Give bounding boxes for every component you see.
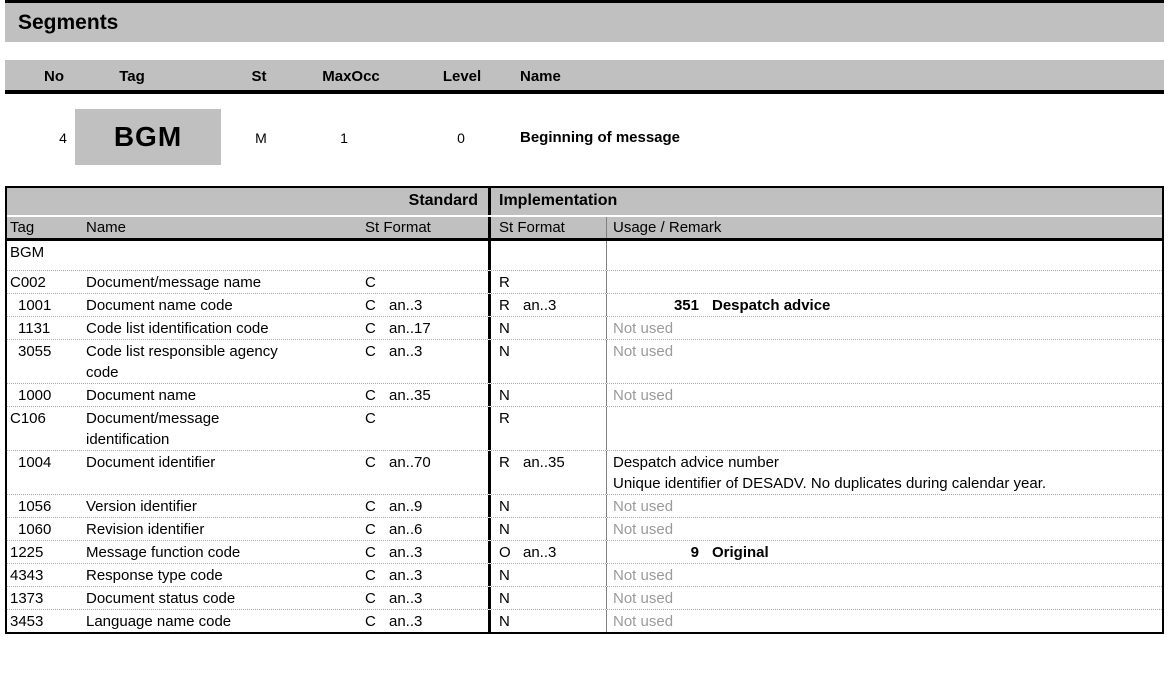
usage-not-used: Not used [613,343,674,360]
table-row [7,540,1162,563]
std-format: an..3 [389,343,423,360]
usage-not-used: Not used [613,498,674,515]
cell-impl-format [488,271,606,293]
table-row [7,339,1162,383]
std-status: C [365,498,376,515]
usage-not-used: Not used [613,387,674,404]
std-status: C [365,410,376,427]
segment-no: 4 [59,130,67,146]
cell-name [85,271,363,293]
cell-usage [606,271,1162,293]
cell-name [85,317,363,339]
segment-tag-box [75,109,221,165]
cell-name [85,451,363,494]
cell-usage [606,451,1162,494]
std-status: C [365,521,376,538]
cell-std-format [363,271,488,293]
cell-tag: BGM [10,244,45,261]
cell-tag: 1004 [18,454,52,471]
cell-usage [606,340,1162,383]
table-row [7,494,1162,517]
element-name: Response type code [86,567,223,584]
element-name: Document status code [86,590,236,607]
cell-std-format [363,518,488,540]
cell-usage [606,407,1162,450]
table-row [7,270,1162,293]
remark-line: Unique identifier of DESADV. No duplicates during calendar year. [613,475,1047,492]
impl-status: N [499,567,510,584]
segment-tag: BGM [113,121,183,152]
std-status: C [365,274,376,291]
element-name: Document name code [86,297,233,314]
bgm-segment-row [5,109,1164,165]
std-status: C [365,297,376,314]
usage-not-used: Not used [613,521,674,538]
page-title: Segments [18,10,119,34]
segment-level: 0 [457,130,465,146]
element-name: Document/message name [86,274,262,291]
table-row [7,241,1162,270]
col-label-tag: Tag [119,68,145,85]
col-label-st: St [251,68,267,85]
table-row [7,586,1162,609]
cell-impl-format [488,241,606,270]
impl-status: N [499,387,510,404]
std-format: an..17 [389,320,431,337]
impl-status: R [499,274,510,291]
cell-name [85,564,363,586]
impl-status: N [499,343,510,360]
cell-std-format [363,407,488,450]
cell-impl-format [488,384,606,406]
cell-tag: 4343 [10,567,44,584]
cell-impl-format [488,317,606,339]
std-format: an..3 [389,590,423,607]
std-status: C [365,613,376,630]
cell-std-format [363,564,488,586]
cell-tag: C106 [10,410,46,427]
usage-code: 351 [673,297,699,314]
cell-name [85,541,363,563]
impl-status: N [499,590,510,607]
table-row [7,563,1162,586]
cell-tag: C002 [10,274,46,291]
std-status: C [365,343,376,360]
cell-name [85,294,363,316]
cell-impl-format [488,541,606,563]
impl-status: R [499,297,510,314]
table-row [7,609,1162,632]
cell-usage [606,294,1162,316]
cell-usage [606,518,1162,540]
element-name: Code list responsible agency code [86,343,278,381]
group-header-row [7,188,1162,217]
cell-std-format [363,610,488,632]
group-header-implementation: Implementation [488,188,1162,215]
table-row [7,450,1162,494]
impl-status: R [499,410,510,427]
cell-std-format [363,294,488,316]
cell-impl-format [488,610,606,632]
cell-tag: 1131 [18,320,51,337]
remark-line: Despatch advice number [613,454,779,471]
cell-tag: 1373 [10,590,44,607]
element-name: Version identifier [86,498,197,515]
cell-tag: 1060 [18,521,52,538]
segments-header [5,0,1164,42]
impl-format: an..3 [523,297,557,314]
table-row [7,517,1162,540]
std-format: an..6 [389,521,423,538]
usage-not-used: Not used [613,590,674,607]
segment-name: Beginning of message [520,129,681,146]
segment-maxocc: 1 [340,130,348,146]
column-header-row [7,217,1162,241]
cell-std-format [363,587,488,609]
column-header-impl-format: St Format [488,217,606,238]
impl-status: N [499,613,510,630]
impl-status: N [499,521,510,538]
std-format: an..70 [389,454,431,471]
cell-tag: 3055 [18,343,52,360]
cell-impl-format [488,294,606,316]
cell-impl-format [488,518,606,540]
usage-code: 9 [690,544,699,561]
std-format: an..3 [389,297,423,314]
group-header-standard: Standard [408,192,478,209]
cell-std-format [363,340,488,383]
cell-impl-format [488,451,606,494]
cell-std-format [363,451,488,494]
usage-code-label: Despatch advice [712,297,831,314]
std-format: an..3 [389,613,423,630]
cell-name [85,495,363,517]
cell-impl-format [488,495,606,517]
std-status: C [365,590,376,607]
cell-usage [606,541,1162,563]
table-row [7,406,1162,450]
usage-code-label: Original [712,544,769,561]
std-status: C [365,454,376,471]
cell-tag: 1000 [18,387,52,404]
column-header-tag: Tag [10,219,35,236]
std-format: an..3 [389,567,423,584]
std-format: an..9 [389,498,423,515]
cell-impl-format [488,407,606,450]
cell-tag: 1225 [10,544,44,561]
impl-status: O [499,544,511,561]
std-status: C [365,320,376,337]
impl-status: R [499,454,510,471]
cell-name [85,518,363,540]
cell-usage [606,587,1162,609]
element-name: Message function code [86,544,241,561]
column-header-std-format: St Format [365,219,431,236]
cell-usage [606,495,1162,517]
col-label-level: Level [442,68,482,85]
cell-name [85,610,363,632]
std-status: C [365,544,376,561]
std-status: C [365,387,376,404]
cell-name [85,384,363,406]
impl-format: an..3 [523,544,557,561]
impl-format: an..35 [523,454,565,471]
col-label-no: No [44,68,64,85]
cell-name [85,340,363,383]
col-label-maxocc: MaxOcc [322,68,380,85]
cell-tag: 1001 [18,297,52,314]
cell-std-format [363,384,488,406]
impl-status: N [499,498,510,515]
element-name: Language name code [86,613,232,630]
usage-not-used: Not used [613,613,674,630]
std-status: C [365,567,376,584]
cell-tag: 3453 [10,613,44,630]
cell-std-format [363,317,488,339]
element-name: Document/message identification [86,410,220,448]
table-row [7,383,1162,406]
impl-status: N [499,320,510,337]
column-header-name: Name [86,219,127,236]
element-name: Document identifier [86,454,216,471]
cell-usage [606,610,1162,632]
table-row [7,316,1162,339]
std-format: an..35 [389,387,431,404]
column-header-usage: Usage / Remark [606,217,1162,238]
cell-tag: 1056 [18,498,52,515]
cell-impl-format [488,340,606,383]
element-name: Document name [86,387,197,404]
cell-name [85,587,363,609]
cell-std-format [363,495,488,517]
table-row [7,293,1162,316]
cell-std-format [363,541,488,563]
usage-not-used: Not used [613,567,674,584]
cell-std-format [363,241,488,270]
cell-impl-format [488,564,606,586]
std-format: an..3 [389,544,423,561]
cell-usage [606,564,1162,586]
cell-name [85,407,363,450]
segment-summary-header [5,60,1164,94]
cell-impl-format [488,587,606,609]
col-label-name: Name [520,68,561,85]
segment-status: M [255,130,267,146]
cell-name [85,241,363,270]
element-name: Code list identification code [86,320,269,337]
element-name: Revision identifier [86,521,205,538]
cell-usage [606,241,1162,270]
detail-table [5,186,1164,634]
usage-not-used: Not used [613,320,674,337]
cell-usage [606,317,1162,339]
cell-usage [606,384,1162,406]
